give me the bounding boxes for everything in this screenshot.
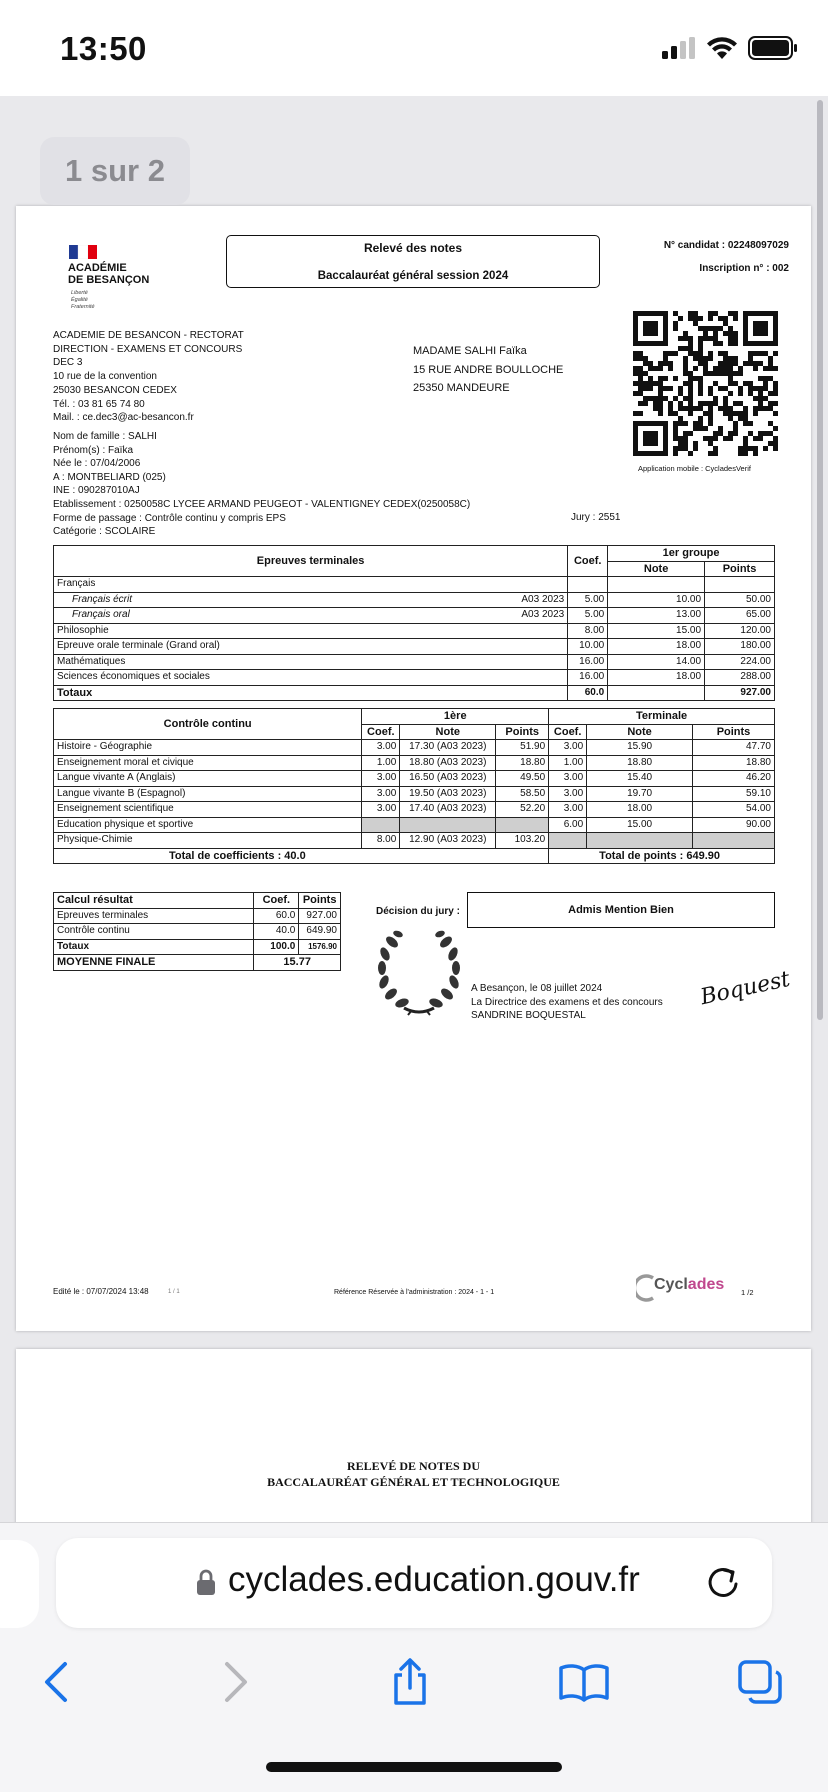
continu-points2-header: Points bbox=[693, 724, 775, 740]
calcul-coef: 60.0 bbox=[254, 908, 299, 924]
decision-label: Décision du jury : bbox=[376, 906, 460, 917]
continu-row bbox=[54, 817, 775, 833]
continu-points2: 18.80 bbox=[693, 755, 775, 771]
calcul-total-label: Totaux bbox=[54, 939, 254, 955]
footer-brand: Cyclades bbox=[654, 1276, 725, 1293]
continu-label: Langue vivante B (Espagnol) bbox=[54, 786, 362, 802]
continu-coef1: 3.00 bbox=[362, 802, 400, 818]
continu-points2: 46.20 bbox=[693, 771, 775, 787]
document-subtitle: Baccalauréat général session 2024 bbox=[317, 269, 509, 282]
document-page-1 bbox=[16, 206, 811, 1331]
terminales-note bbox=[608, 577, 705, 593]
continu-points1: 18.80 bbox=[496, 755, 549, 771]
continu-note1: 17.30 (A03 2023) bbox=[400, 740, 496, 756]
footer-page: 1 /2 bbox=[741, 1288, 754, 1297]
calcul-header: Calcul résultat bbox=[54, 893, 254, 909]
laurel-seal-icon bbox=[374, 924, 464, 1016]
continu-label: Physique-Chimie bbox=[54, 833, 362, 849]
terminales-points: 50.00 bbox=[705, 592, 775, 608]
continu-premiere-header: 1ère bbox=[362, 709, 549, 725]
url-text[interactable]: cyclades.education.gouv.fr bbox=[228, 1560, 640, 1599]
continu-row bbox=[54, 771, 775, 787]
terminales-coef: 10.00 bbox=[568, 639, 608, 655]
terminales-row bbox=[54, 577, 775, 593]
terminales-label: Sciences économiques et sociales bbox=[57, 671, 210, 682]
continu-note2: 18.80 bbox=[587, 755, 693, 771]
terminales-session: A03 2023 bbox=[521, 609, 565, 620]
marianne-flag-icon bbox=[69, 245, 97, 259]
previous-tab-edge[interactable] bbox=[0, 1540, 39, 1628]
terminales-note: 10.00 bbox=[608, 592, 705, 608]
continu-points2 bbox=[693, 833, 775, 849]
terminales-total-label: Totaux bbox=[54, 685, 568, 701]
book-icon bbox=[558, 1662, 610, 1702]
calcul-coef-header: Coef. bbox=[254, 893, 299, 909]
continu-points1-header: Points bbox=[496, 724, 549, 740]
continu-note1: 16.50 (A03 2023) bbox=[400, 771, 496, 787]
candidate-number: N° candidat : 02248097029 bbox=[663, 240, 789, 251]
epreuves-terminales-table bbox=[53, 545, 775, 701]
continu-note2 bbox=[587, 833, 693, 849]
terminales-header: Epreuves terminales bbox=[54, 546, 568, 577]
calcul-points-header: Points bbox=[299, 893, 341, 909]
continu-note2: 18.00 bbox=[587, 802, 693, 818]
terminales-note: 18.00 bbox=[608, 639, 705, 655]
continu-coef2: 6.00 bbox=[549, 817, 587, 833]
calcul-row bbox=[54, 924, 341, 940]
terminales-total-points: 927.00 bbox=[705, 685, 775, 701]
terminales-row bbox=[54, 608, 775, 624]
tabs-button[interactable] bbox=[730, 1652, 790, 1712]
logo-line1: ACADÉMIE bbox=[68, 262, 127, 274]
terminales-coef: 5.00 bbox=[568, 608, 608, 624]
decision-box: Admis Mention Bien bbox=[467, 892, 775, 928]
terminales-points-header: Points bbox=[705, 561, 775, 577]
title-box bbox=[226, 235, 600, 288]
document-title: Relevé des notes bbox=[363, 241, 463, 255]
footer-reference: Référence Réservée à l'administration : 2024 - 1 - 1 bbox=[334, 1289, 495, 1296]
continu-coef1 bbox=[362, 817, 400, 833]
continu-note2: 15.40 bbox=[587, 771, 693, 787]
logo-line2: DE BESANÇON bbox=[68, 274, 150, 286]
terminales-row bbox=[54, 623, 775, 639]
continu-points2: 54.00 bbox=[693, 802, 775, 818]
terminales-label: Français bbox=[57, 578, 96, 589]
terminales-points: 288.00 bbox=[705, 670, 775, 686]
terminales-points: 65.00 bbox=[705, 608, 775, 624]
app-mobile-note: Application mobile : CycladesVerif bbox=[638, 464, 751, 473]
continu-row bbox=[54, 833, 775, 849]
jury-number: Jury : 2551 bbox=[571, 512, 621, 523]
document-page-2 bbox=[16, 1349, 811, 1529]
terminales-points bbox=[705, 577, 775, 593]
lock-icon bbox=[196, 1568, 216, 1596]
continu-points1: 103.20 bbox=[496, 833, 549, 849]
continu-coef2: 3.00 bbox=[549, 786, 587, 802]
continu-row bbox=[54, 740, 775, 756]
calcul-label: Epreuves terminales bbox=[54, 908, 254, 924]
terminales-points: 120.00 bbox=[705, 623, 775, 639]
continu-total-coef: Total de coefficients : 40.0 bbox=[54, 848, 549, 864]
calcul-coef: 40.0 bbox=[254, 924, 299, 940]
page-indicator: 1 sur 2 bbox=[40, 137, 190, 205]
continu-note1 bbox=[400, 817, 496, 833]
continu-coef1: 3.00 bbox=[362, 786, 400, 802]
continu-coef1: 1.00 bbox=[362, 755, 400, 771]
terminales-note: 14.00 bbox=[608, 654, 705, 670]
terminales-row bbox=[54, 670, 775, 686]
footer-edited: Edité le : 07/07/2024 13:48 bbox=[53, 1287, 149, 1296]
terminales-note: 15.00 bbox=[608, 623, 705, 639]
continu-points2: 59.10 bbox=[693, 786, 775, 802]
tabs-icon bbox=[736, 1658, 784, 1706]
continu-label: Education physique et sportive bbox=[54, 817, 362, 833]
terminales-coef: 8.00 bbox=[568, 623, 608, 639]
status-icons bbox=[662, 36, 798, 60]
page2-heading-line2: BACCALAURÉAT GÉNÉRAL ET TECHNOLOGIQUE bbox=[267, 1475, 560, 1489]
battery-icon bbox=[748, 36, 798, 60]
continu-row bbox=[54, 755, 775, 771]
cyclades-logo-icon bbox=[636, 1274, 656, 1302]
terminales-coef: 16.00 bbox=[568, 670, 608, 686]
terminales-note: 13.00 bbox=[608, 608, 705, 624]
inscription-number: Inscription n° : 002 bbox=[699, 263, 789, 274]
continu-header: Contrôle continu bbox=[54, 709, 362, 740]
moyenne-finale-value: 15.77 bbox=[254, 955, 341, 971]
continu-note2: 15.90 bbox=[587, 740, 693, 756]
continu-coef2: 3.00 bbox=[549, 802, 587, 818]
terminales-coef bbox=[568, 577, 608, 593]
continu-points1: 49.50 bbox=[496, 771, 549, 787]
continu-note2: 19.70 bbox=[587, 786, 693, 802]
terminales-points: 224.00 bbox=[705, 654, 775, 670]
status-bar bbox=[0, 0, 828, 96]
scrollbar[interactable] bbox=[817, 100, 823, 1020]
calcul-points: 649.90 bbox=[299, 924, 341, 940]
continu-note1: 19.50 (A03 2023) bbox=[400, 786, 496, 802]
logo-motto: Liberté Égalité Fraternité bbox=[71, 290, 95, 310]
continu-note1: 12.90 (A03 2023) bbox=[400, 833, 496, 849]
calcul-total-coef: 100.0 bbox=[254, 939, 299, 955]
bookmarks-button[interactable] bbox=[554, 1652, 614, 1712]
chevron-left-icon bbox=[41, 1660, 71, 1704]
continu-row bbox=[54, 802, 775, 818]
back-button[interactable] bbox=[26, 1652, 86, 1712]
chevron-right-icon bbox=[221, 1660, 251, 1704]
terminales-group-header: 1er groupe bbox=[608, 546, 775, 562]
sender-address: ACADEMIE DE BESANCON - RECTORAT DIRECTION - EXAMENS ET CONCOURS DEC 3 10 rue de la convention 25030 BESANCON CEDEX Tél. : 03 81 65 74 80 Mail. : ce.dec3@ac-besancon.fr bbox=[53, 330, 244, 424]
continu-note1: 18.80 (A03 2023) bbox=[400, 755, 496, 771]
qr-code bbox=[633, 311, 778, 456]
calcul-label: Contrôle continu bbox=[54, 924, 254, 940]
terminales-row bbox=[54, 592, 775, 608]
terminales-label: Epreuve orale terminale (Grand oral) bbox=[57, 640, 220, 651]
calcul-resultat-table bbox=[53, 892, 341, 971]
reload-icon[interactable] bbox=[702, 1562, 744, 1604]
continu-points2: 90.00 bbox=[693, 817, 775, 833]
continu-label: Enseignement scientifique bbox=[54, 802, 362, 818]
cellular-signal-icon bbox=[662, 37, 696, 59]
terminales-coef-header: Coef. bbox=[568, 546, 608, 577]
continu-coef2: 3.00 bbox=[549, 740, 587, 756]
controle-continu-table bbox=[53, 708, 775, 864]
forward-button[interactable] bbox=[206, 1652, 266, 1712]
share-button[interactable] bbox=[380, 1652, 440, 1712]
terminales-note-header: Note bbox=[608, 561, 705, 577]
continu-label: Enseignement moral et civique bbox=[54, 755, 362, 771]
moyenne-finale-label: MOYENNE FINALE bbox=[54, 955, 254, 971]
address-bar[interactable] bbox=[56, 1538, 772, 1628]
continu-label: Histoire - Géographie bbox=[54, 740, 362, 756]
home-indicator[interactable] bbox=[266, 1762, 562, 1772]
calcul-total-points: 1576.90 bbox=[299, 939, 341, 955]
terminales-label: Français écrit bbox=[72, 593, 133, 605]
continu-label: Langue vivante A (Anglais) bbox=[54, 771, 362, 787]
terminales-coef: 16.00 bbox=[568, 654, 608, 670]
terminales-note: 18.00 bbox=[608, 670, 705, 686]
continu-note2-header: Note bbox=[587, 724, 693, 740]
terminales-row bbox=[54, 639, 775, 655]
continu-coef1: 3.00 bbox=[362, 771, 400, 787]
continu-coef2: 1.00 bbox=[549, 755, 587, 771]
browser-nav-bar bbox=[0, 1652, 828, 1712]
terminales-label: Mathématiques bbox=[57, 655, 126, 667]
continu-coef1: 8.00 bbox=[362, 833, 400, 849]
continu-points1: 51.90 bbox=[496, 740, 549, 756]
continu-points1: 52.20 bbox=[496, 802, 549, 818]
continu-row bbox=[54, 786, 775, 802]
calcul-row bbox=[54, 908, 341, 924]
status-time: 13:50 bbox=[60, 30, 147, 67]
handwritten-signature: Boquest bbox=[698, 966, 793, 1011]
share-icon bbox=[388, 1658, 432, 1706]
continu-points1 bbox=[496, 817, 549, 833]
footer-page-small: 1 / 1 bbox=[168, 1289, 180, 1295]
page2-heading-line1: RELEVÉ DE NOTES DU bbox=[346, 1459, 481, 1473]
signature-block: A Besançon, le 08 juillet 2024 La Directrice des examens et des concours SANDRINE BOQUESTAL bbox=[471, 983, 663, 1021]
terminales-points: 180.00 bbox=[705, 639, 775, 655]
terminales-total-coef: 60.0 bbox=[568, 685, 608, 701]
continu-note1: 17.40 (A03 2023) bbox=[400, 802, 496, 818]
continu-note1-header: Note bbox=[400, 724, 496, 740]
continu-coef1-header: Coef. bbox=[362, 724, 400, 740]
terminales-coef: 5.00 bbox=[568, 592, 608, 608]
terminales-session: A03 2023 bbox=[521, 593, 565, 605]
recipient-address: MADAME SALHI Faïka 15 RUE ANDRE BOULLOCHE 25350 MANDEURE bbox=[413, 345, 564, 394]
continu-points1: 58.50 bbox=[496, 786, 549, 802]
calcul-points: 927.00 bbox=[299, 908, 341, 924]
terminales-label: Philosophie bbox=[57, 624, 109, 636]
continu-points2: 47.70 bbox=[693, 740, 775, 756]
continu-coef2 bbox=[549, 833, 587, 849]
terminales-row bbox=[54, 654, 775, 670]
candidate-info: Nom de famille : SALHI Prénom(s) : Faïka Née le : 07/04/2006 A : MONTBELIARD (025) INE : 090287010AJ Etablissement : 0250058C LYCEE ARMAND PEUGEOT - VALENTIGNEY CEDEX(0250058C) Forme de passage : Contrôle continu y compris EPS Catégorie : SCOLAIRE bbox=[53, 431, 471, 538]
continu-coef2-header: Coef. bbox=[549, 724, 587, 740]
continu-note2: 15.00 bbox=[587, 817, 693, 833]
terminales-label: Français oral bbox=[72, 609, 130, 620]
wifi-icon bbox=[706, 36, 738, 60]
continu-total-points: Total de points : 649.90 bbox=[549, 848, 775, 864]
continu-terminale-header: Terminale bbox=[549, 709, 775, 725]
continu-coef2: 3.00 bbox=[549, 771, 587, 787]
continu-coef1: 3.00 bbox=[362, 740, 400, 756]
